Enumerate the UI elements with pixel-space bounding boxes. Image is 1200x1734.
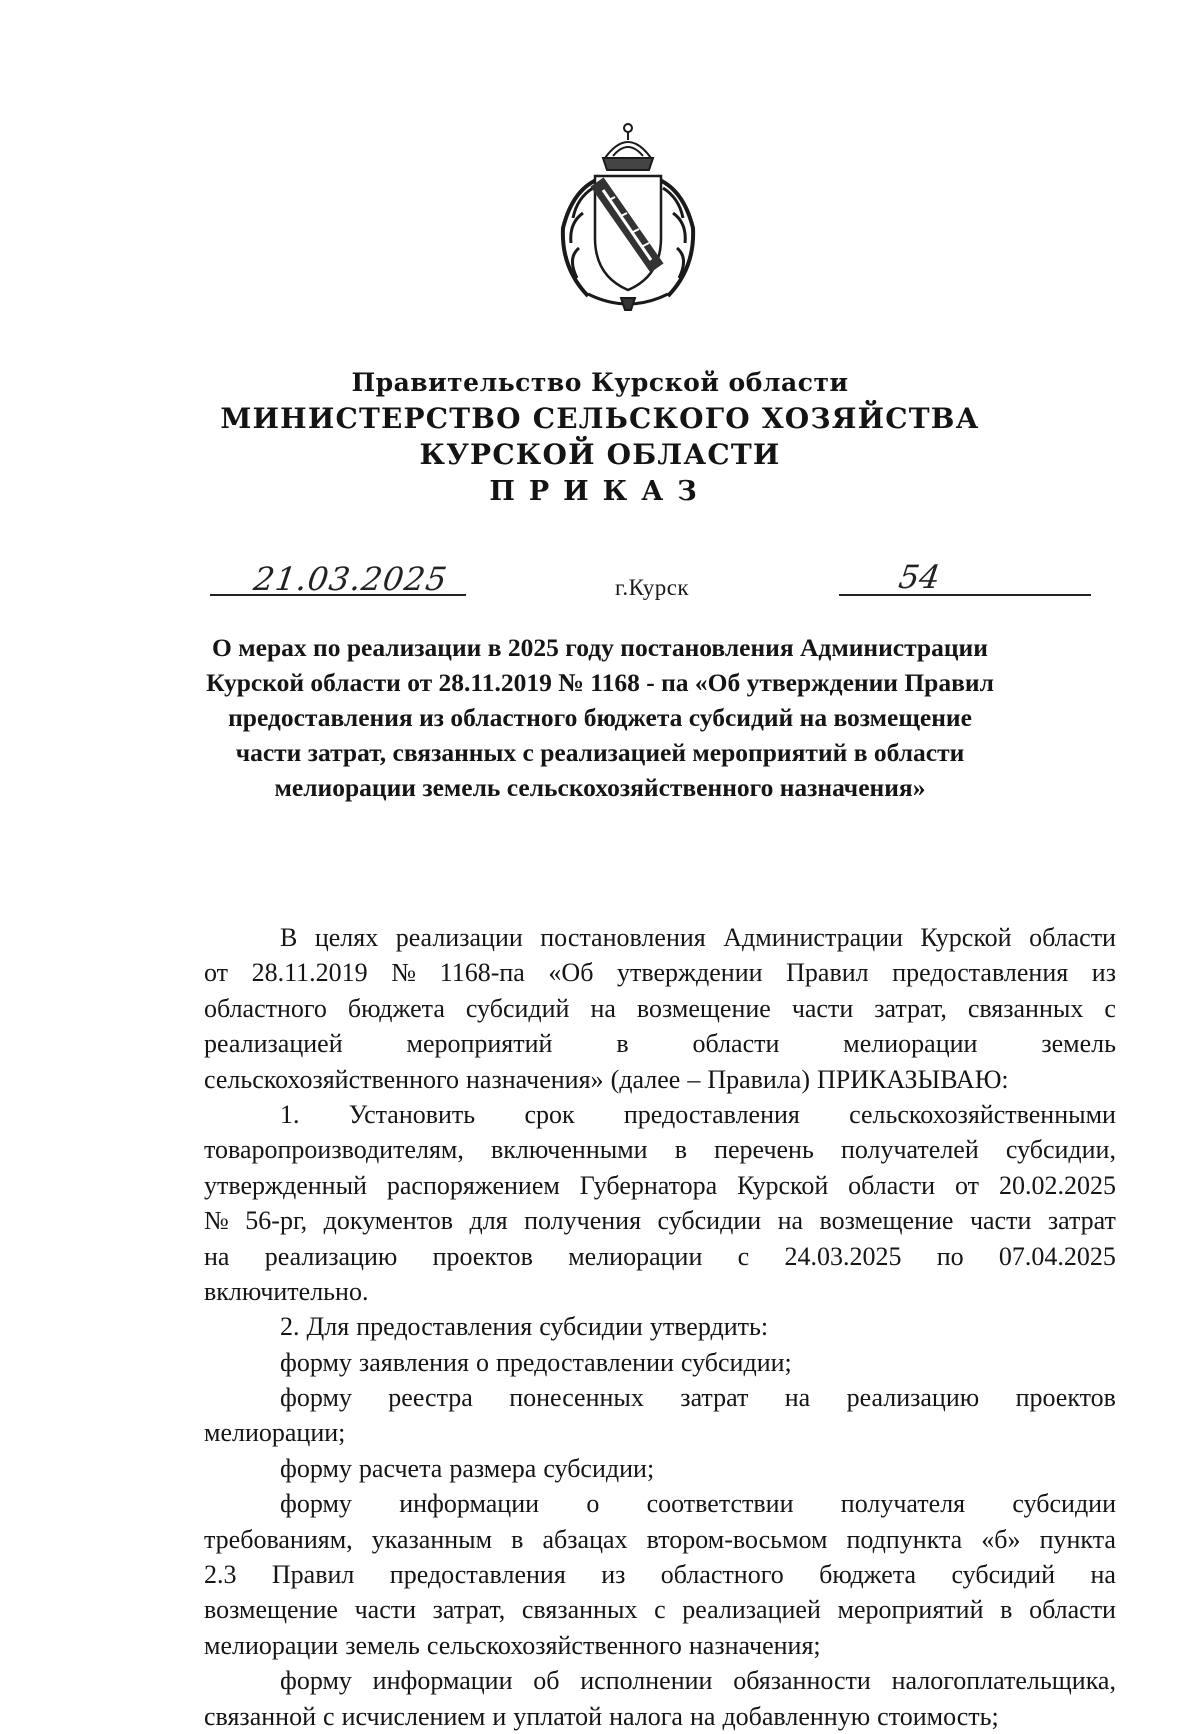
body-line: требованиям, указанным в абзацах втором-восьмом подпункта «б» пункта (204, 1524, 1116, 1554)
title-line: предоставления из областного бюджета субсидий на возмещение (228, 703, 972, 732)
body-line: 1. Установить срок предоставления сельскохозяйственными (280, 1099, 1116, 1129)
city-label: г.Курск (615, 575, 690, 600)
body-line: на реализацию проектов мелиорации с 24.03.2025 по 07.04.2025 (204, 1241, 1116, 1271)
date-underline (210, 594, 466, 596)
body-line: мелиорации; (204, 1418, 346, 1448)
body-line: форму информации о соответствии получателя субсидии (280, 1489, 1116, 1519)
ministry-title-line2: КУРСКОЙ ОБЛАСТИ (419, 438, 781, 471)
body-line: В целях реализации постановления Администрации Курской области (280, 923, 1116, 952)
government-title: Правительство Курской области (351, 368, 849, 397)
body-line: утвержденный распоряжением Губернатора Курской области от 20.02.2025 (204, 1170, 1116, 1200)
handwritten-date: 21.03.2025 (251, 560, 450, 598)
body-line: областного бюджета субсидий на возмещение части затрат, связанных с (204, 993, 1116, 1023)
handwritten-order-number: 54 (896, 558, 943, 596)
order-body (204, 920, 1116, 1734)
document-type: ПРИКАЗ (489, 476, 711, 507)
body-line: № 56-рг, документов для получения субсидии на возмещение части затрат (204, 1206, 1116, 1236)
body-line: возмещение части затрат, связанных с реализацией мероприятий в области (204, 1595, 1116, 1625)
body-line: форму информации об исполнении обязанности налогоплательщика, (280, 1666, 1116, 1696)
body-line: форму расчета размера субсидии; (280, 1453, 655, 1483)
body-line: связанной с исчислением и уплатой налога на добавленную стоимость; (204, 1701, 999, 1731)
title-line: О мерах по реализации в 2025 году постановления Администрации (212, 633, 988, 662)
ministry-title-line1: МИНИСТЕРСТВО СЕЛЬСКОГО ХОЗЯЙСТВА (220, 402, 980, 435)
body-line: товаропроизводителям, включенными в перечень получателей субсидии, (204, 1135, 1116, 1165)
title-line: мелиорации земель сельскохозяйственного назначения» (274, 773, 926, 802)
body-line: реализацией мероприятий в области мелиорации земель (204, 1029, 1116, 1059)
body-line: форму заявления о предоставлении субсидии; (280, 1347, 792, 1377)
title-line: Курской области от 28.11.2019 № 1168 - па «Об утверждении Правил (206, 668, 994, 697)
body-line: 2.3 Правил предоставления из областного бюджета субсидий на (204, 1560, 1116, 1590)
kursk-coat-of-arms-icon (543, 118, 713, 313)
title-line: части затрат, связанных с реализацией мероприятий в области (235, 738, 965, 767)
body-line: сельскохозяйственного назначения» (далее – Правила) ПРИКАЗЫВАЮ: (204, 1064, 1009, 1094)
body-line: включительно. (204, 1276, 369, 1306)
body-line: форму реестра понесенных затрат на реализацию проектов (280, 1383, 1116, 1413)
number-underline (839, 594, 1091, 596)
body-line: от 28.11.2019 № 1168-па «Об утверждении Правил предоставления из (204, 958, 1116, 988)
body-line: 2. Для предоставления субсидии утвердить: (280, 1312, 769, 1342)
order-title (150, 630, 1050, 805)
body-line: мелиорации земель сельскохозяйственного назначения; (204, 1630, 821, 1660)
